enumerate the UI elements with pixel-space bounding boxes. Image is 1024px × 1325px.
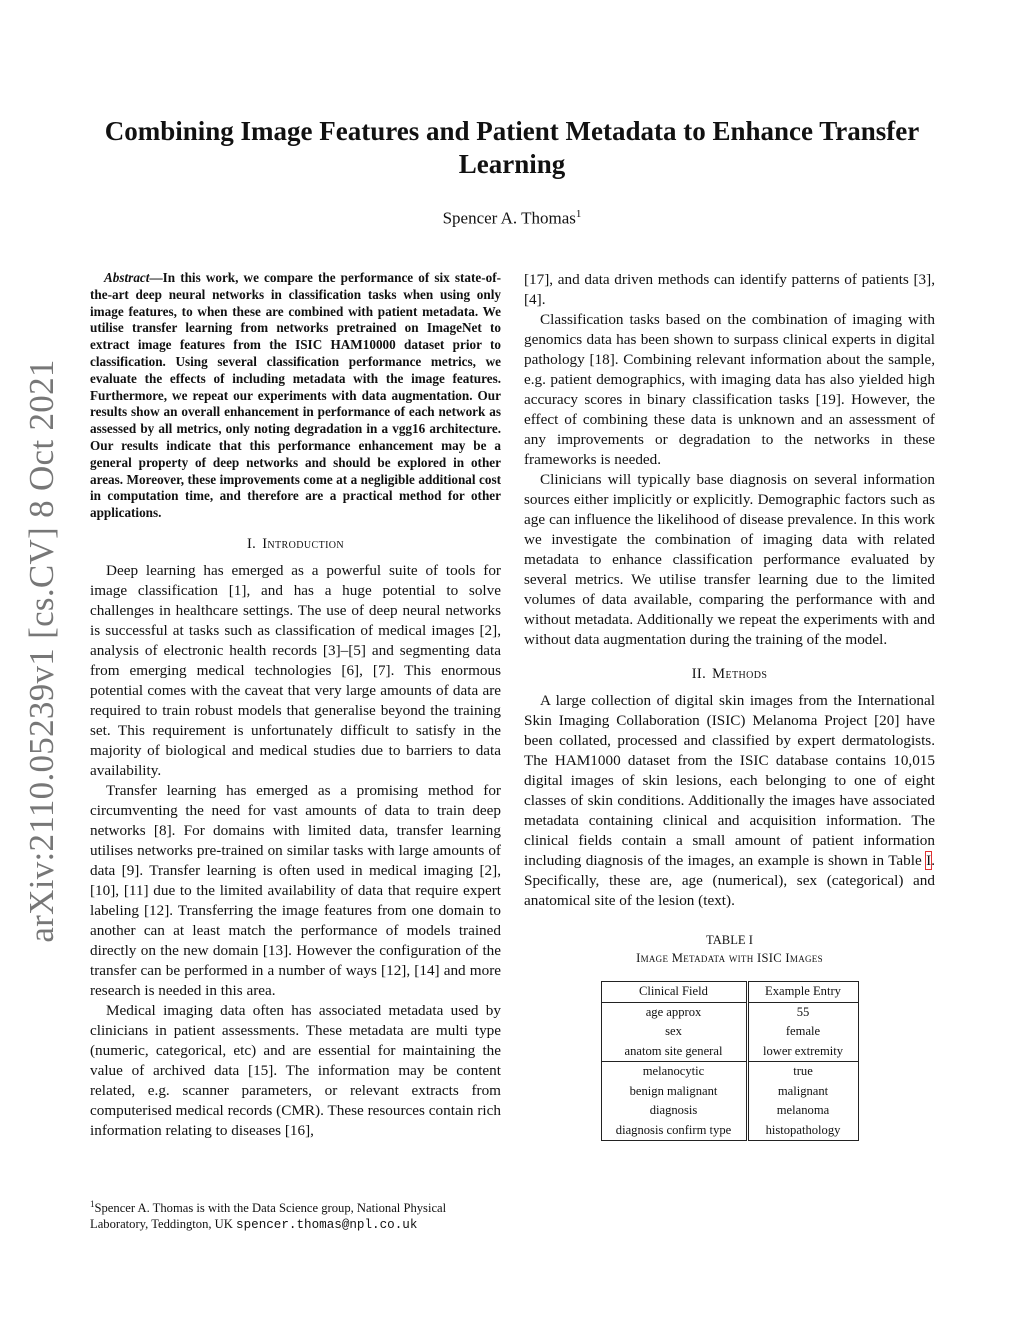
table-cell: female xyxy=(785,1024,821,1038)
table-cell: malignant xyxy=(777,1083,829,1098)
arxiv-identifier: arXiv:2110.05239v1 [cs.CV] 8 Oct 2021 xyxy=(22,359,61,943)
table-cell: melanoma xyxy=(776,1103,830,1117)
section-title: Methods xyxy=(712,666,768,682)
table-reference-link[interactable]: I xyxy=(926,852,932,869)
table-cell: diagnosis confirm type xyxy=(601,1121,747,1141)
table-title: Image Metadata with ISIC Images xyxy=(636,951,823,965)
table-row xyxy=(601,1002,858,1022)
methods-text-before: A large collection of digital skin images from the International Skin Imaging Collaboration (ISIC) Melanoma Project [20] have been collated, processed and classified by expert dermatologists. The HAM1000 dataset from the ISIC database contains 10,015 digital images of skin lesions, each belonging to one of eight classes of skin conditions. Additionally the images have associated metadata containing clinical and acquisition information. The clinical fields contain a small amount of patient information including diagnosis of the images, an example is shown in Table xyxy=(524,692,935,869)
table-row xyxy=(601,1101,858,1121)
right-column xyxy=(524,270,935,1141)
table-cell: histopathology xyxy=(765,1122,841,1137)
methods-text-after: . Specifically, these are, age (numerical), sex (categorical) and anatomical site of the lesion (text). xyxy=(524,852,935,909)
table-cell: 55 xyxy=(796,1004,810,1019)
intro-paragraph-3: Medical imaging data often has associated metadata used by clinicians in patient assessments. These metadata are multi type (numeric, categorical, etc) and are essential for maintaining the value of archived data [15]. The information may be content related, e.g. scanner parameters, or relevant extracts from computerised medical records (CMR). These resources contain rich information relating to diseases [16], xyxy=(90,1001,501,1139)
author-name: Spencer A. Thomas xyxy=(442,208,576,228)
table-header-cell: Clinical Field xyxy=(601,982,747,1003)
left-column xyxy=(90,270,501,1141)
footnote-mark: 1 xyxy=(90,1199,95,1209)
table-header-row xyxy=(601,982,858,1003)
table-cell: benign malignant xyxy=(601,1082,747,1102)
abstract-text: In this work, we compare the performance of six state-of-the-art deep neural networks in classification tasks when using only image features, to when these are combined with patient metadata. We utilise transfer learning from networks pretrained on ImageNet to extract image features from the ISIC HAM10000 dataset prior to classification. Using several classification performance metrics, we evaluate the effects of including metadata with the image features. Furthermore, we repeat our experiments with data augmentation. Our results show an overall enhancement in performance of each network as assessed by all metrics, only noting degradation in a vgg16 architecture. Our results indicate that this performance enhancement may be a general property of deep networks and should be explored in other areas. Moreover, these improvements come at a negligible additional cost in computation time, and therefore are a practical method for other applications. xyxy=(90,270,501,521)
metadata-table xyxy=(601,981,859,1141)
table-header-cell: Example Entry xyxy=(747,982,858,1003)
intro-continuation: [17], and data driven methods can identify patterns of patients [3], [4]. xyxy=(524,271,935,308)
section-heading-introduction xyxy=(90,536,501,553)
table-cell: sex xyxy=(601,1022,747,1042)
author-email-link[interactable]: spencer.thomas@npl.co.uk xyxy=(236,1218,418,1233)
table-row xyxy=(601,1121,858,1141)
table-cell: true xyxy=(747,1062,858,1082)
section-heading-methods xyxy=(524,666,935,683)
table-row xyxy=(601,1022,858,1042)
intro-paragraph-2: Transfer learning has emerged as a promising method for circumventing the need for vast amounts of data to train deep networks [8]. For domains with limited data, transfer learning utilises networks pre-trained on similar tasks with large amounts of data [9]. Transfer learning is often used in medical imaging [2], [10], [11] due to the limited availability of data that require expert labeling [12]. Transferring the image features from one domain to another can at least match the performance of models trained directly on the new domain [13]. However the configuration of the transfer can be performed in a number of ways [12], [14] and more research is needed in this area. xyxy=(90,781,501,999)
section-number: II. xyxy=(691,666,707,682)
table-row xyxy=(601,1082,858,1102)
footnote-text: Spencer A. Thomas is with the Data Science group, National Physical Laboratory, Teddington, UK xyxy=(90,1201,447,1232)
abstract-dash: — xyxy=(149,270,163,285)
intro-paragraph-1: Deep learning has emerged as a powerful suite of tools for image classification [1], and has a huge potential to solve challenges in healthcare settings. The use of deep neural networks is successful at tasks such as classification of medical images [2], analysis of electronic health records [3]–[5] and segmenting data from emerging medical technologies [6], [7]. This enormous potential comes with the caveat that very large amounts of data are required to train robust models that generalise beyond the training set. This requirement is unfortunately difficult to satisfy in the majority of biological and medical studies due to barriers to data availability. xyxy=(90,561,501,779)
abstract-label: Abstract xyxy=(104,270,150,285)
table-cell: diagnosis xyxy=(601,1101,747,1121)
intro-paragraph-4: Classification tasks based on the combination of imaging with genomics data has been shown to surpass clinical experts in digital pathology [18]. Combining relevant information about the sample, e.g. patient demographics, with imaging data has also yielded high accuracy scores in binary classification tasks [19]. However, the effect of combining these data is unknown and an assessment of any improvements or degradation to the networks in these frameworks is needed. xyxy=(524,311,935,468)
table-cell: age approx xyxy=(601,1002,747,1022)
table-caption xyxy=(524,931,935,967)
methods-paragraph-1 xyxy=(524,691,935,911)
section-title: Introduction xyxy=(262,535,345,552)
abstract xyxy=(90,270,501,522)
table-row xyxy=(601,1062,858,1082)
table-label: TABLE I xyxy=(706,933,753,947)
section-number: I. xyxy=(246,535,257,552)
author-footnote-mark: 1 xyxy=(575,208,582,220)
author-line xyxy=(60,208,964,229)
paper-title: Combining Image Features and Patient Metadata to Enhance Transfer Learning xyxy=(104,116,920,179)
intro-paragraph-5: Clinicians will typically base diagnosis on several information sources either implicitly or explicitly. Demographic factors such as age can influence the likelihood of disease prevalence. In this work we investigate the combination of imaging data with related metadata to enhance classification performance evaluated by several metrics. We utilise transfer learning due to the limited volumes of data available, comparing the performance with and without metadata. Additionally we repeat the experiments with and without data augmentation during the training of the model. xyxy=(524,471,935,648)
footnote xyxy=(90,1196,501,1233)
table-row xyxy=(601,1042,858,1062)
table-cell: anatom site general xyxy=(601,1042,747,1062)
table-cell: melanocytic xyxy=(601,1062,747,1082)
table-cell: lower extremity xyxy=(762,1043,844,1058)
